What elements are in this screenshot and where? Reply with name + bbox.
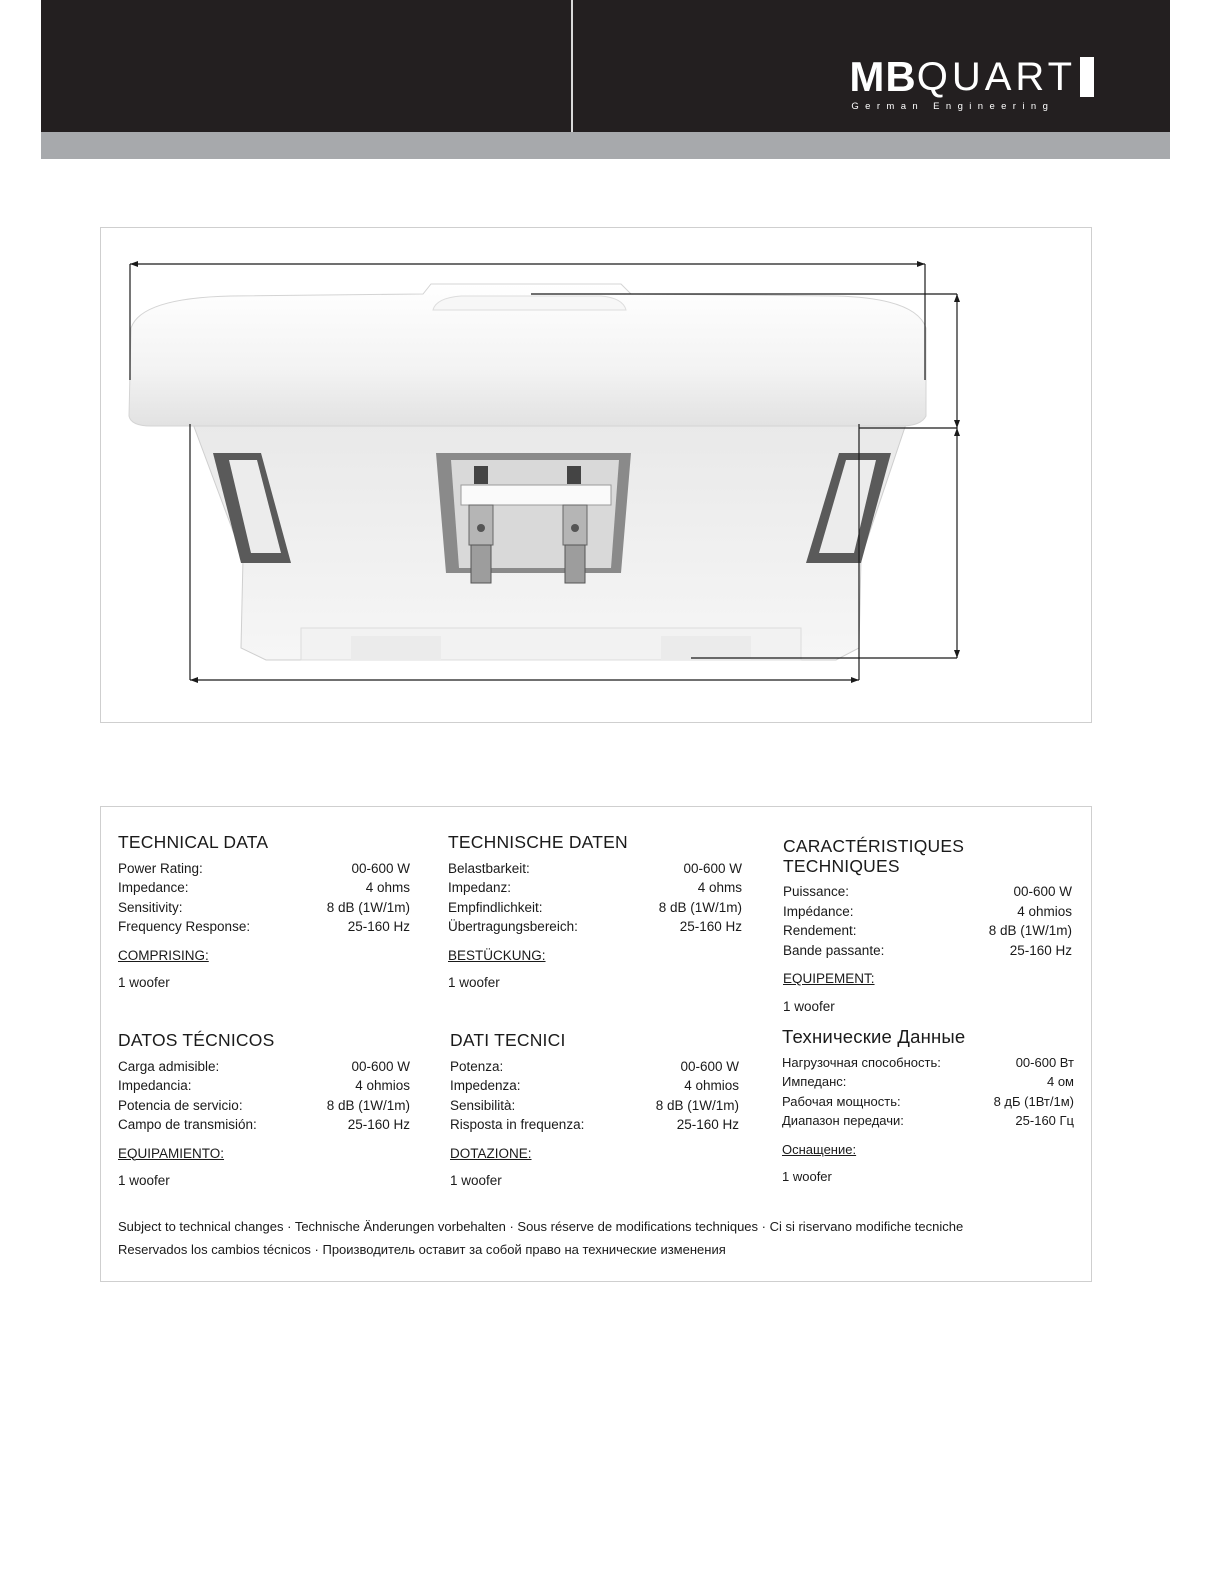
spec-subheading: BESTÜCKUNG: xyxy=(448,947,546,963)
spec-subheading: DOTAZIONE: xyxy=(450,1145,532,1161)
spec-row: Potenza: 00-600 W xyxy=(450,1058,739,1074)
logo-block xyxy=(1080,57,1094,97)
spec-row: Impedanz: 4 ohms xyxy=(448,880,742,895)
spec-title: TECHNICAL DATA xyxy=(118,832,269,852)
spec-row: Импеданс: 4 ом xyxy=(782,1074,1074,1089)
spec-block-fr xyxy=(783,837,1072,1016)
spec-row: Рабочая мощность: 8 дБ (1Вт/1м) xyxy=(782,1093,1074,1109)
spec-row: Sensibilità: 8 dB (1W/1m) xyxy=(450,1097,739,1113)
spec-title: DATI TECNICI xyxy=(450,1030,566,1050)
spec-block-en xyxy=(118,833,410,993)
spec-title: DATOS TÉCNICOS xyxy=(118,1030,275,1050)
spec-row: Rendement: 8 dB (1W/1m) xyxy=(783,923,1072,938)
spec-subheading: Оснащение: xyxy=(782,1141,857,1157)
spec-subheading: EQUIPAMIENTO: xyxy=(118,1145,225,1161)
spec-item: 1 woofer xyxy=(118,1173,170,1188)
brand-logo xyxy=(849,53,1094,112)
speaker-drawing xyxy=(101,228,1091,722)
spec-row: Übertragungsbereich: 25-160 Hz xyxy=(448,919,742,934)
magnet-cap xyxy=(433,296,626,310)
spec-row: Frequency Response: 25-160 Hz xyxy=(118,919,410,934)
dimension-drawing xyxy=(100,227,1092,723)
spec-row: Risposta in frequenza: 25-160 Hz xyxy=(450,1117,739,1132)
spec-row: Belastbarkeit: 00-600 W xyxy=(448,860,742,876)
spec-item: 1 woofer xyxy=(783,998,835,1014)
spec-title: TECHNISCHE DATEN xyxy=(448,832,628,852)
spec-item: 1 woofer xyxy=(118,975,170,990)
technical-specs xyxy=(100,806,1092,1282)
disclaimer-line-2: Reservados los cambios técnicos · Производитель оставит за собой право на технические изменения xyxy=(118,1242,726,1257)
logo-quart: QUART xyxy=(916,55,1076,99)
spec-block-de xyxy=(448,833,742,993)
terminal-plate xyxy=(461,485,611,505)
spec-item: 1 woofer xyxy=(448,975,500,990)
spec-row: Диапазон передачи: 25-160 Гц xyxy=(782,1113,1074,1128)
spec-row: Power Rating: 00-600 W xyxy=(118,860,410,876)
spec-row: Нагрузочная способность: 00-600 Вт xyxy=(782,1054,1074,1070)
spec-subheading: EQUIPEMENT: xyxy=(783,971,875,986)
spec-row: Impedancia: 4 ohmios xyxy=(118,1078,410,1093)
spec-row: Empfindlichkeit: 8 dB (1W/1m) xyxy=(448,899,742,915)
spec-block-it xyxy=(450,1031,739,1191)
spec-row: Impedance: 4 ohms xyxy=(118,880,410,895)
header-bar xyxy=(41,0,1170,132)
spec-row: Campo de transmisión: 25-160 Hz xyxy=(118,1117,410,1132)
spec-row: Bande passante: 25-160 Hz xyxy=(783,942,1072,958)
spec-block-es xyxy=(118,1031,410,1191)
spec-block-ru xyxy=(782,1027,1074,1187)
disclaimer xyxy=(118,1215,1078,1261)
spec-row: Impedenza: 4 ohmios xyxy=(450,1078,739,1093)
spec-subheading: COMPRISING: xyxy=(118,947,209,963)
disclaimer-line-1: Subject to technical changes · Technische Änderungen vorbehalten · Sous réserve de modifications techniques · Ci si riservano modifiche tecniche xyxy=(118,1219,964,1234)
spec-item: 1 woofer xyxy=(782,1169,832,1184)
spec-row: Impédance: 4 ohmios xyxy=(783,903,1072,919)
logo-tagline: German Engineering xyxy=(851,101,1055,112)
logo-mb: MB xyxy=(849,53,917,100)
spec-row: Potencia de servicio: 8 dB (1W/1m) xyxy=(118,1097,410,1113)
spec-title: Технические Данные xyxy=(782,1026,966,1047)
spec-title: CARACTÉRISTIQUES TECHNIQUES xyxy=(783,836,965,876)
spec-row: Puissance: 00-600 W xyxy=(783,884,1072,899)
header-divider xyxy=(571,0,573,132)
spec-item: 1 woofer xyxy=(450,1173,502,1188)
header-band xyxy=(41,132,1170,159)
spec-row: Sensitivity: 8 dB (1W/1m) xyxy=(118,899,410,915)
spec-row: Carga admisible: 00-600 W xyxy=(118,1058,410,1074)
